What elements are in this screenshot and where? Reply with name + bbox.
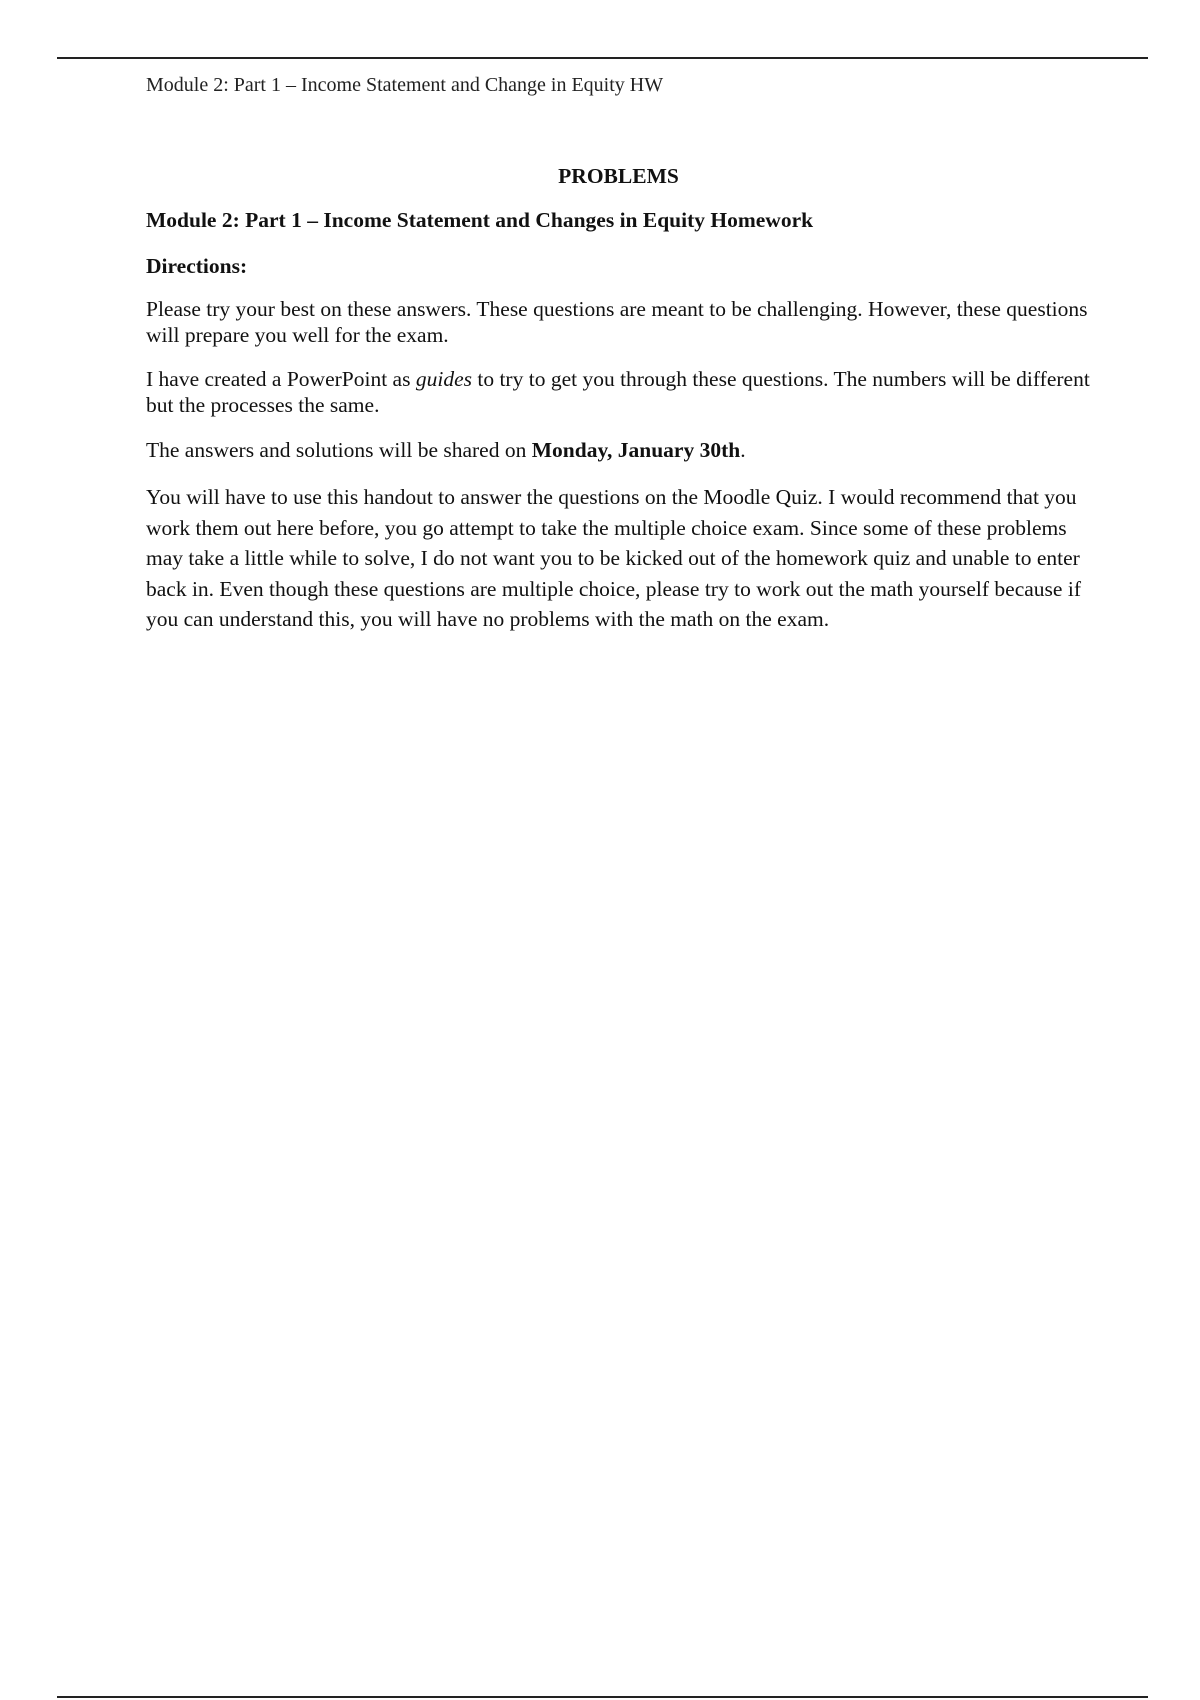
paragraph-4: You will have to use this handout to answer the questions on the Moodle Quiz. I would recommend that you work them out here before, you go attempt to take the multiple choice exam. Since some of these problems may take a little while to solve, I do not want you to be kicked out of the homework quiz and unable to enter back in. Even though these questions are multiple choice, please try to work out the math yourself because if you can understand this, you will have no problems with the math on the exam. [146,485,1081,631]
document-body [146,162,1091,653]
paragraph-3 [146,436,1091,464]
due-date: Monday, January 30th [531,438,741,462]
footer-rule [57,1696,1148,1698]
text: I have created a PowerPoint as [146,367,416,391]
header-rule [57,57,1148,59]
directions-label: Directions: [146,254,248,278]
text: to try to get you through these questions. The numbers will be different but the processes the same. [146,367,1090,417]
paragraph-1: Please try your best on these answers. These questions are meant to be challenging. However, these questions will prepare you well for the exam. [146,297,1088,347]
italic-text: guides [415,367,472,391]
running-header: Module 2: Part 1 – Income Statement and Change in Equity HW [146,74,664,96]
text: The answers and solutions will be shared on [146,438,532,462]
section-title: PROBLEMS [558,164,679,188]
text: . [740,438,746,462]
paragraph-2 [146,366,1091,418]
document-heading: Module 2: Part 1 – Income Statement and Changes in Equity Homework [146,208,814,232]
